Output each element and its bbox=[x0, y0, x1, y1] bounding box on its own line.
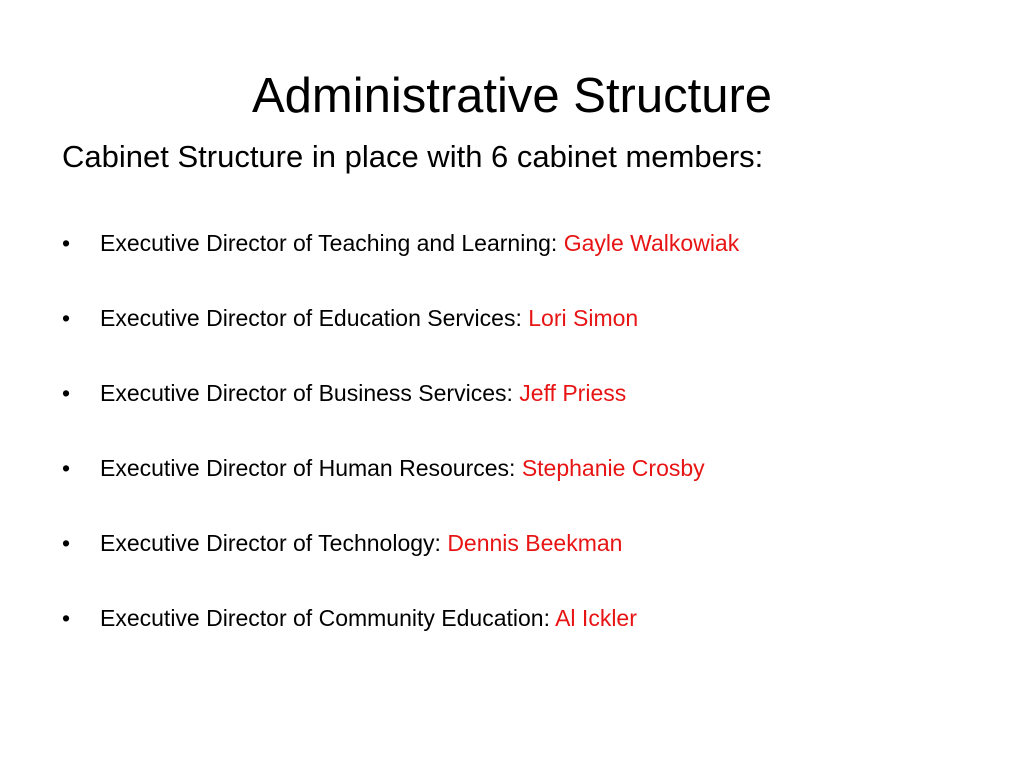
slide-title: Administrative Structure bbox=[251, 69, 773, 123]
slide-subtitle: Cabinet Structure in place with 6 cabinet members: bbox=[62, 139, 764, 174]
cabinet-member-item bbox=[62, 597, 739, 672]
member-name: Stephanie Crosby bbox=[521, 455, 705, 481]
bullet-icon: • bbox=[62, 605, 71, 631]
member-name: Al Ickler bbox=[555, 605, 637, 631]
member-role: Executive Director of Community Education: bbox=[100, 605, 550, 631]
bullet-icon: • bbox=[62, 380, 71, 406]
member-name: Jeff Priess bbox=[519, 380, 627, 406]
cabinet-member-list bbox=[62, 222, 739, 672]
bullet-icon: • bbox=[62, 530, 71, 556]
bullet-icon: • bbox=[62, 305, 71, 331]
bullet-icon: • bbox=[62, 230, 71, 256]
member-name: Gayle Walkowiak bbox=[563, 230, 740, 256]
member-role: Executive Director of Technology: bbox=[100, 530, 441, 556]
member-name: Lori Simon bbox=[528, 305, 639, 331]
member-role: Executive Director of Business Services: bbox=[100, 380, 513, 406]
member-name: Dennis Beekman bbox=[447, 530, 623, 556]
member-role: Executive Director of Education Services: bbox=[100, 305, 522, 331]
cabinet-member-item bbox=[62, 522, 739, 597]
cabinet-member-item bbox=[62, 222, 739, 297]
cabinet-member-item bbox=[62, 372, 739, 447]
bullet-icon: • bbox=[62, 455, 71, 481]
member-role: Executive Director of Teaching and Learning: bbox=[100, 230, 558, 256]
member-role: Executive Director of Human Resources: bbox=[100, 455, 516, 481]
cabinet-member-item bbox=[62, 297, 739, 372]
cabinet-member-item bbox=[62, 447, 739, 522]
